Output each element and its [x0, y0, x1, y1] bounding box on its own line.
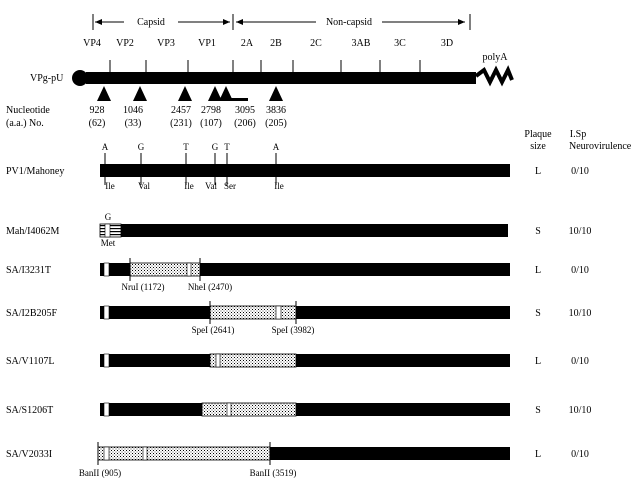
mutation-mark-928	[104, 403, 109, 416]
plaque-size: S	[535, 405, 541, 416]
strain-row-sa-i2b205f	[6, 301, 591, 335]
strain-bar	[100, 306, 510, 319]
aa-residue-ile1: Ile	[105, 181, 115, 191]
nucleotide-title-2: (a.a.) No.	[6, 118, 44, 129]
nt-base-t1: T	[183, 142, 189, 152]
restriction-site-right: BanII (3519)	[249, 468, 297, 478]
strain-bar	[100, 403, 510, 416]
aa-residue-val2: Val	[205, 181, 217, 191]
plaque-header-1: Plaque	[524, 129, 552, 140]
region-label-3ab: 3AB	[351, 38, 371, 49]
strain-bar	[100, 224, 508, 237]
aa-62: (62)	[88, 118, 106, 129]
strain-name: SA/I2B205F	[6, 308, 58, 319]
noncapsid-bracket	[233, 14, 470, 30]
swapped-segment	[210, 354, 296, 367]
marker-2457	[178, 86, 192, 101]
strain-bar	[100, 164, 510, 177]
aa-107: (107)	[200, 118, 222, 129]
aa-residue-ile3: Ile	[274, 181, 284, 191]
strain-row-pv1-mahoney	[6, 142, 589, 191]
neurovirulence: 10/10	[568, 405, 592, 416]
nucleotide-numbers	[6, 105, 287, 129]
strain-row-sa-s1206t	[6, 403, 591, 416]
swapped-segment	[210, 306, 296, 319]
region-label-vp4: VP4	[83, 38, 101, 49]
neurovirulence: 10/10	[568, 308, 592, 319]
plaque-size: S	[535, 308, 541, 319]
neuro-header-2: Neurovirulence	[569, 141, 632, 152]
mutation-mark	[143, 447, 147, 460]
nt-base-g2: G	[211, 142, 219, 152]
neurovirulence: 10/10	[568, 226, 592, 237]
region-label-2a: 2A	[240, 38, 254, 49]
plaque-size: L	[534, 166, 542, 177]
mutation-mark	[216, 354, 220, 367]
aa-206: (206)	[234, 118, 256, 129]
mutation-mark-928	[104, 447, 109, 460]
nt-2457: 2457	[171, 105, 191, 116]
nt-1046: 1046	[123, 105, 143, 116]
mutation-mark	[187, 263, 191, 276]
genome-bar	[30, 60, 512, 86]
mutant-residue: Met	[100, 238, 116, 248]
genome-polyprotein-bar	[86, 72, 476, 84]
mutant-base: G	[104, 212, 112, 222]
restriction-site-right: SpeI (3982)	[271, 325, 315, 335]
strain-name: Mah/I4062M	[6, 226, 60, 237]
nt-3836: 3836	[266, 105, 286, 116]
nt-base-a1: A	[101, 142, 109, 152]
strain-name: PV1/Mahoney	[6, 166, 65, 177]
neurovirulence: 0/10	[571, 265, 589, 276]
neurovirulence: 0/10	[571, 449, 589, 460]
aa-residue-ser: Ser	[224, 181, 236, 191]
region-label-vp1: VP1	[198, 38, 216, 49]
strain-row-sa-v1107l	[6, 354, 589, 367]
aa-residue-val1: Val	[138, 181, 150, 191]
neuro-header-1: I.Sp	[569, 129, 587, 140]
marker-3095-bar	[226, 98, 248, 101]
strain-row-mah-i4062m	[6, 212, 591, 248]
strain-name: SA/V2033I	[6, 449, 53, 460]
plaque-header-2: size	[530, 141, 546, 152]
nt-base-a2: A	[272, 142, 280, 152]
vpg-circle	[72, 70, 88, 86]
marker-2798	[208, 86, 222, 101]
swapped-segment	[202, 403, 296, 416]
capsid-bracket	[93, 14, 230, 30]
plaque-size: S	[535, 226, 541, 237]
mutation-mark-928	[104, 306, 109, 319]
mutation-mark	[227, 403, 231, 416]
nt-base-g1: G	[137, 142, 145, 152]
region-label-3c: 3C	[394, 38, 406, 49]
mutation-mark-928	[104, 263, 109, 276]
plaque-size: L	[534, 449, 542, 460]
aa-residue-ile2: Ile	[184, 181, 194, 191]
aa-231: (231)	[170, 118, 192, 129]
aa-205: (205)	[265, 118, 287, 129]
nt-928: 928	[89, 105, 105, 116]
region-label-2b: 2B	[270, 38, 282, 49]
strain-bar	[100, 354, 510, 367]
mutation-mark-928	[104, 354, 109, 367]
neurovirulence: 0/10	[571, 356, 589, 367]
restriction-site-right: NheI (2470)	[187, 282, 233, 292]
region-labels	[83, 38, 508, 63]
nt-2798: 2798	[201, 105, 221, 116]
mutation-markers	[97, 86, 283, 101]
region-label-vp2: VP2	[116, 38, 134, 49]
strain-row-sa-v2033i	[6, 442, 589, 478]
substituted-segment	[100, 224, 121, 237]
aa-33: (33)	[124, 118, 142, 129]
noncapsid-label: Non-capsid	[325, 17, 373, 28]
restriction-site-left: NruI (1172)	[121, 282, 165, 292]
strain-name: SA/I3231T	[6, 265, 51, 276]
region-boundary-ticks	[110, 60, 420, 72]
capsid-label: Capsid	[137, 17, 165, 28]
polya-tail	[476, 70, 512, 82]
polya-label: polyA	[482, 52, 508, 63]
region-label-3d: 3D	[440, 38, 454, 49]
nucleotide-title-1: Nucleotide	[6, 105, 50, 116]
region-label-vp3: VP3	[157, 38, 175, 49]
nt-3095: 3095	[235, 105, 255, 116]
swapped-segment	[98, 447, 270, 460]
marker-928	[97, 86, 111, 101]
restriction-site-left: BanII (905)	[78, 468, 122, 478]
plaque-size: L	[534, 265, 542, 276]
mutation-mark	[105, 224, 110, 237]
strain-name: SA/V1107L	[6, 356, 55, 367]
marker-1046	[133, 86, 147, 101]
strain-name: SA/S1206T	[6, 405, 54, 416]
strain-row-sa-i3231t	[6, 258, 589, 292]
column-headers	[524, 129, 631, 152]
neurovirulence: 0/10	[571, 166, 589, 177]
region-label-2c: 2C	[310, 38, 322, 49]
marker-3836	[269, 86, 283, 101]
plaque-size: L	[534, 356, 542, 367]
genome-label: VPg-pU	[30, 73, 64, 84]
restriction-site-left: SpeI (2641)	[191, 325, 235, 335]
mutation-mark	[276, 306, 281, 319]
nt-base-t2: T	[224, 142, 230, 152]
